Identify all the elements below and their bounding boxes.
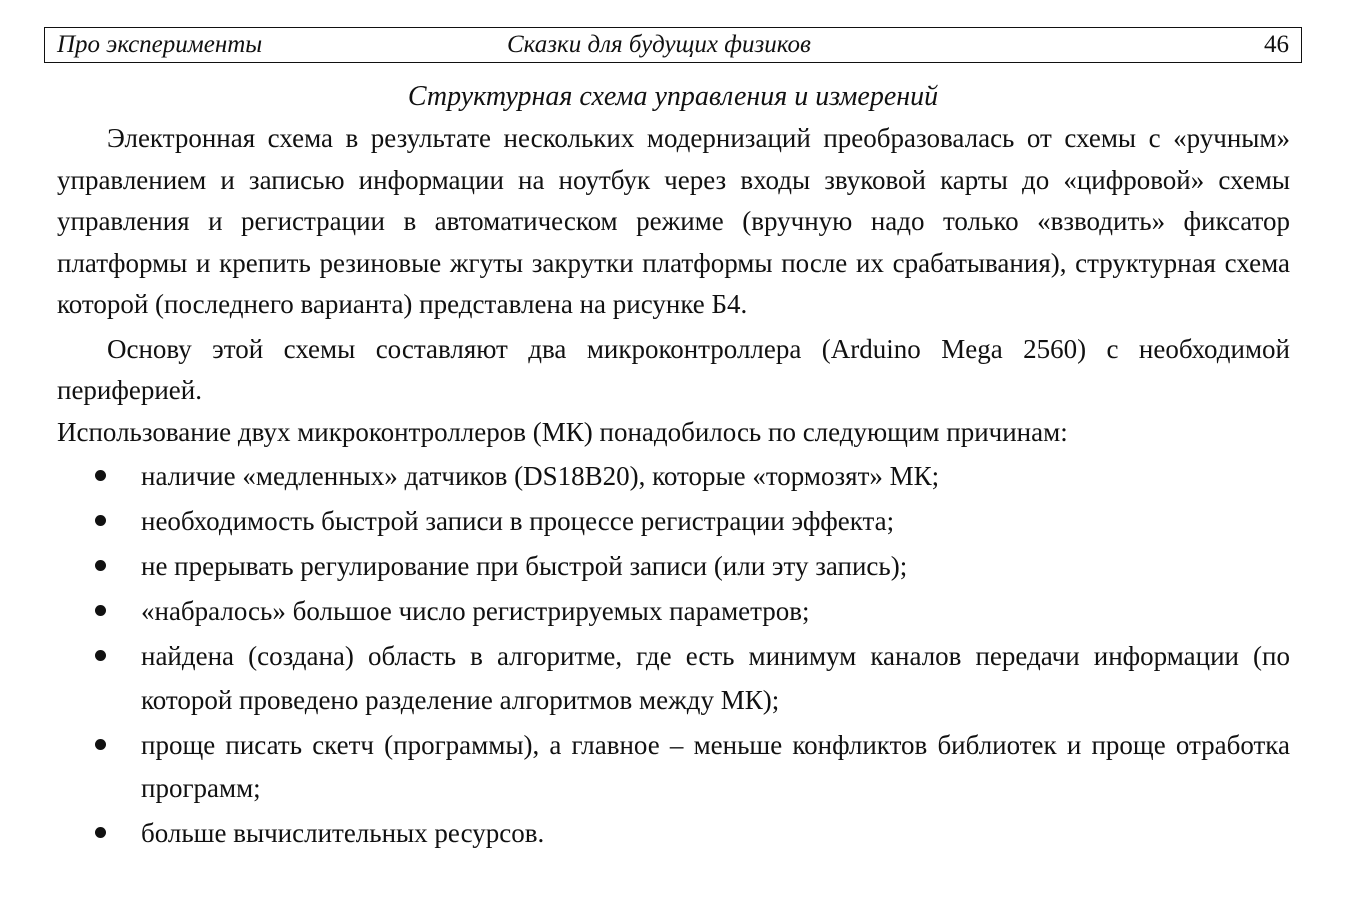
bullet-icon xyxy=(95,827,106,838)
bullet-icon xyxy=(95,650,106,661)
paragraph-microcontrollers: Основу этой схемы составляют два микроконтроллера (Arduino Mega 2560) с необходимой периферией. xyxy=(57,333,1290,405)
body-text xyxy=(57,118,1290,857)
list-item-text: не прерывать регулирование при быстрой записи (или эту запись); xyxy=(141,551,908,581)
running-header xyxy=(44,27,1302,63)
list-item xyxy=(57,635,1290,722)
list-item-text: «набралось» большое число регистрируемых параметров; xyxy=(141,596,810,626)
list-item-text: больше вычислительных ресурсов. xyxy=(141,818,545,848)
list-item xyxy=(57,724,1290,811)
bullet-icon xyxy=(95,605,106,616)
list-item xyxy=(57,500,1290,544)
list-item xyxy=(57,812,1290,856)
header-section-name: Про эксперименты xyxy=(57,31,263,58)
paragraph-reasons-lead: Использование двух микроконтроллеров (МК) понадобилось по следующим причинам: xyxy=(57,416,1068,447)
header-book-title: Сказки для будущих физиков xyxy=(507,31,811,58)
list-item xyxy=(57,455,1290,499)
paragraph-intro: Электронная схема в результате нескольких модернизаций преобразовалась от схемы с «ручным» управлением и записью информации на ноутбук через входы звуковой карты до «цифровой» схемы управления и регистрации в автоматическом режиме (вручную надо только «взводить» фиксатор платформы и крепить резиновые жгуты закрутки платформы после их срабатывания), структурная схема которой (последнего варианта) представлена на рисунке Б4. xyxy=(57,123,1290,319)
list-item xyxy=(57,545,1290,589)
section-title: Структурная схема управления и измерений xyxy=(407,81,939,112)
bullet-icon xyxy=(95,470,106,481)
reasons-list xyxy=(57,455,1290,856)
bullet-icon xyxy=(95,560,106,571)
list-item-text: проще писать скетч (программы), а главное – меньше конфликтов библиотек и проще отработка программ; xyxy=(141,729,1290,803)
list-item-text: необходимость быстрой записи в процессе регистрации эффекта; xyxy=(141,506,895,536)
bullet-icon xyxy=(95,739,106,750)
bullet-icon xyxy=(95,515,106,526)
page-number: 46 xyxy=(1264,31,1289,58)
list-item-text: наличие «медленных» датчиков (DS18B20), которые «тормозят» МК; xyxy=(141,461,940,491)
list-item xyxy=(57,590,1290,634)
list-item-text: найдена (создана) область в алгоритме, где есть минимум каналов передачи информации (по которой проведено разделение алгоритмов между МК); xyxy=(141,641,1290,715)
